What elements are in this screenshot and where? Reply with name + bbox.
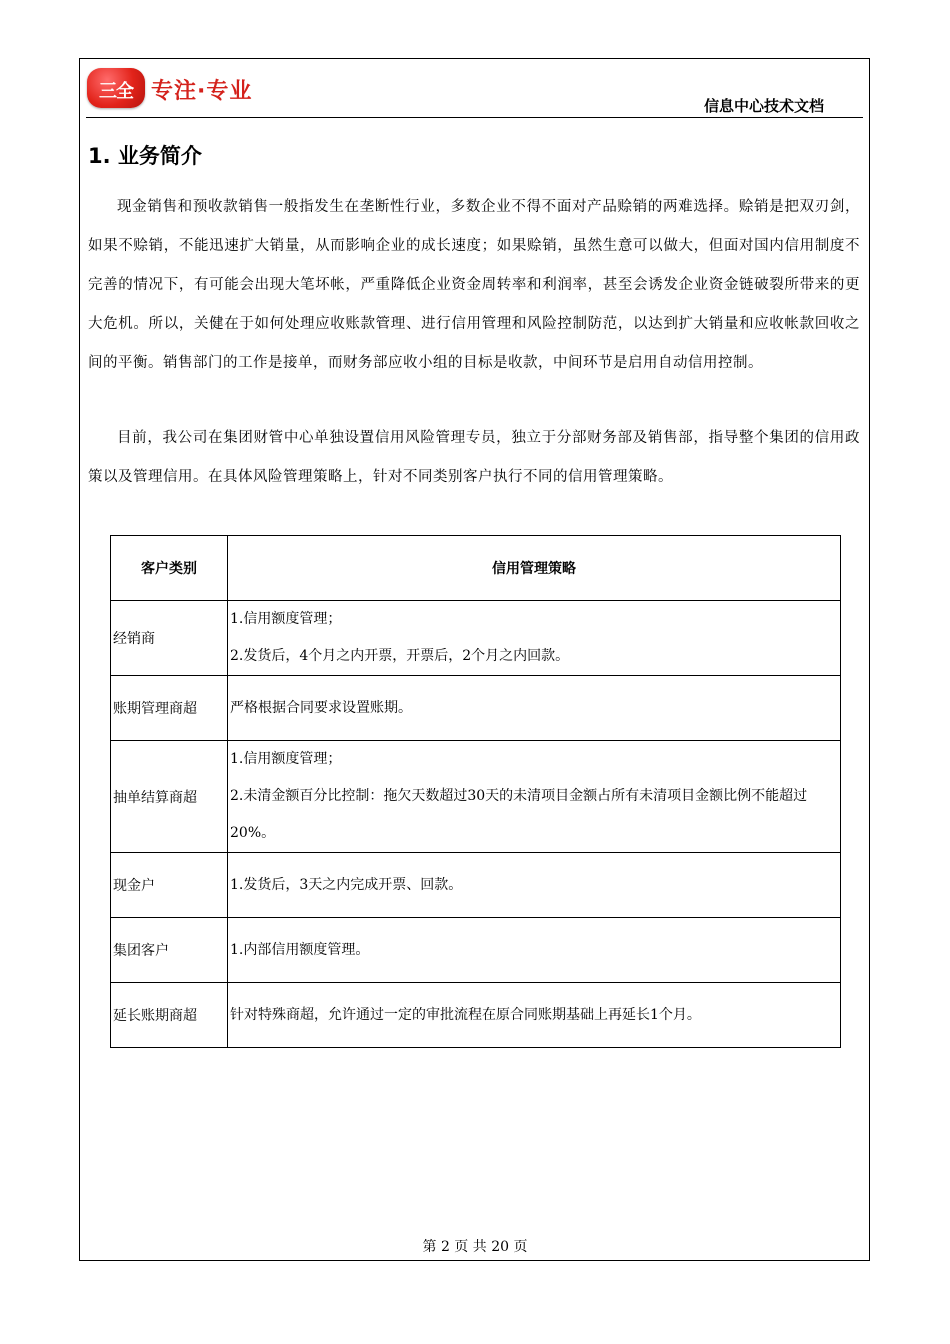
strategy-line: 1.内部信用额度管理。 [230,941,370,958]
strategy-cell [228,983,841,1048]
logo-slogan: 专注·专业 [151,79,253,104]
table-row [111,853,841,918]
header-customer-category: 客户类别 [111,536,228,601]
strategy-cell [228,918,841,983]
category-cell: 延长账期商超 [111,983,228,1048]
strategy-line: 1.信用额度管理； [230,611,342,627]
table-row [111,983,841,1048]
table-row [111,741,841,853]
header-divider [86,117,863,118]
strategy-cell [228,741,841,853]
logo-badge-text: 三全 [99,81,133,102]
category-cell: 经销商 [111,601,228,676]
category-cell: 账期管理商超 [111,676,228,741]
strategy-line: 严格根据合同要求设置账期。 [230,699,412,716]
strategy-line: 2.发货后，4个月之内开票，开票后，2个月之内回款。 [230,648,570,664]
section-heading: 1. 业务简介 [88,144,202,168]
table-header-row [111,536,841,601]
intro-paragraph-2: 目前，我公司在集团财管中心单独设置信用风险管理专员，独立于分部财务部及销售部，指导整个集团的信用政策以及管理信用。在具体风险管理策略上，针对不同类别客户执行不同的信用管理策略。 [88,430,860,485]
strategy-cell [228,853,841,918]
intro-paragraph-1: 现金销售和预收款销售一般指发生在垄断性行业，多数企业不得不面对产品赊销的两难选择。赊销是把双刃剑，如果不赊销，不能迅速扩大销量，从而影响企业的成长速度；如果赊销，虽然生意可以做大，但面对国内信用制度不完善的情况下，有可能会出现大笔坏帐，严重降低企业资金周转率和利润率，甚至会诱发企业资金链破裂所带来的更大危机。所以，关健在于如何处理应收账款管理、进行信用管理和风险控制防范，以达到扩大销量和应收帐款回收之间的平衡。销售部门的工作是接单，而财务部应收小组的目标是收款，中间环节是启用自动信用控制。 [88,199,860,371]
table-row [111,918,841,983]
strategy-line: 1.发货后，3天之内完成开票、回款。 [230,876,463,893]
category-cell: 抽单结算商超 [111,741,228,853]
page-number: 第 2 页 共 20 页 [422,1239,528,1255]
strategy-line: 1.信用额度管理； [230,751,342,767]
strategy-line: 2.未清金额百分比控制：拖欠天数超过30天的未清项目金额占所有未清项目金额比例不能超过20%。 [230,788,808,841]
header-credit-strategy: 信用管理策略 [228,536,841,601]
strategy-line: 针对特殊商超，允许通过一定的审批流程在原合同账期基础上再延长1个月。 [230,1006,701,1023]
logo-badge [87,68,145,108]
company-logo [87,66,267,112]
document-title: 信息中心技术文档 [703,97,824,115]
category-cell: 集团客户 [111,918,228,983]
table-row [111,676,841,741]
category-cell: 现金户 [111,853,228,918]
strategy-cell [228,676,841,741]
credit-strategy-table [110,535,841,1048]
table-row [111,601,841,676]
strategy-cell [228,601,841,676]
